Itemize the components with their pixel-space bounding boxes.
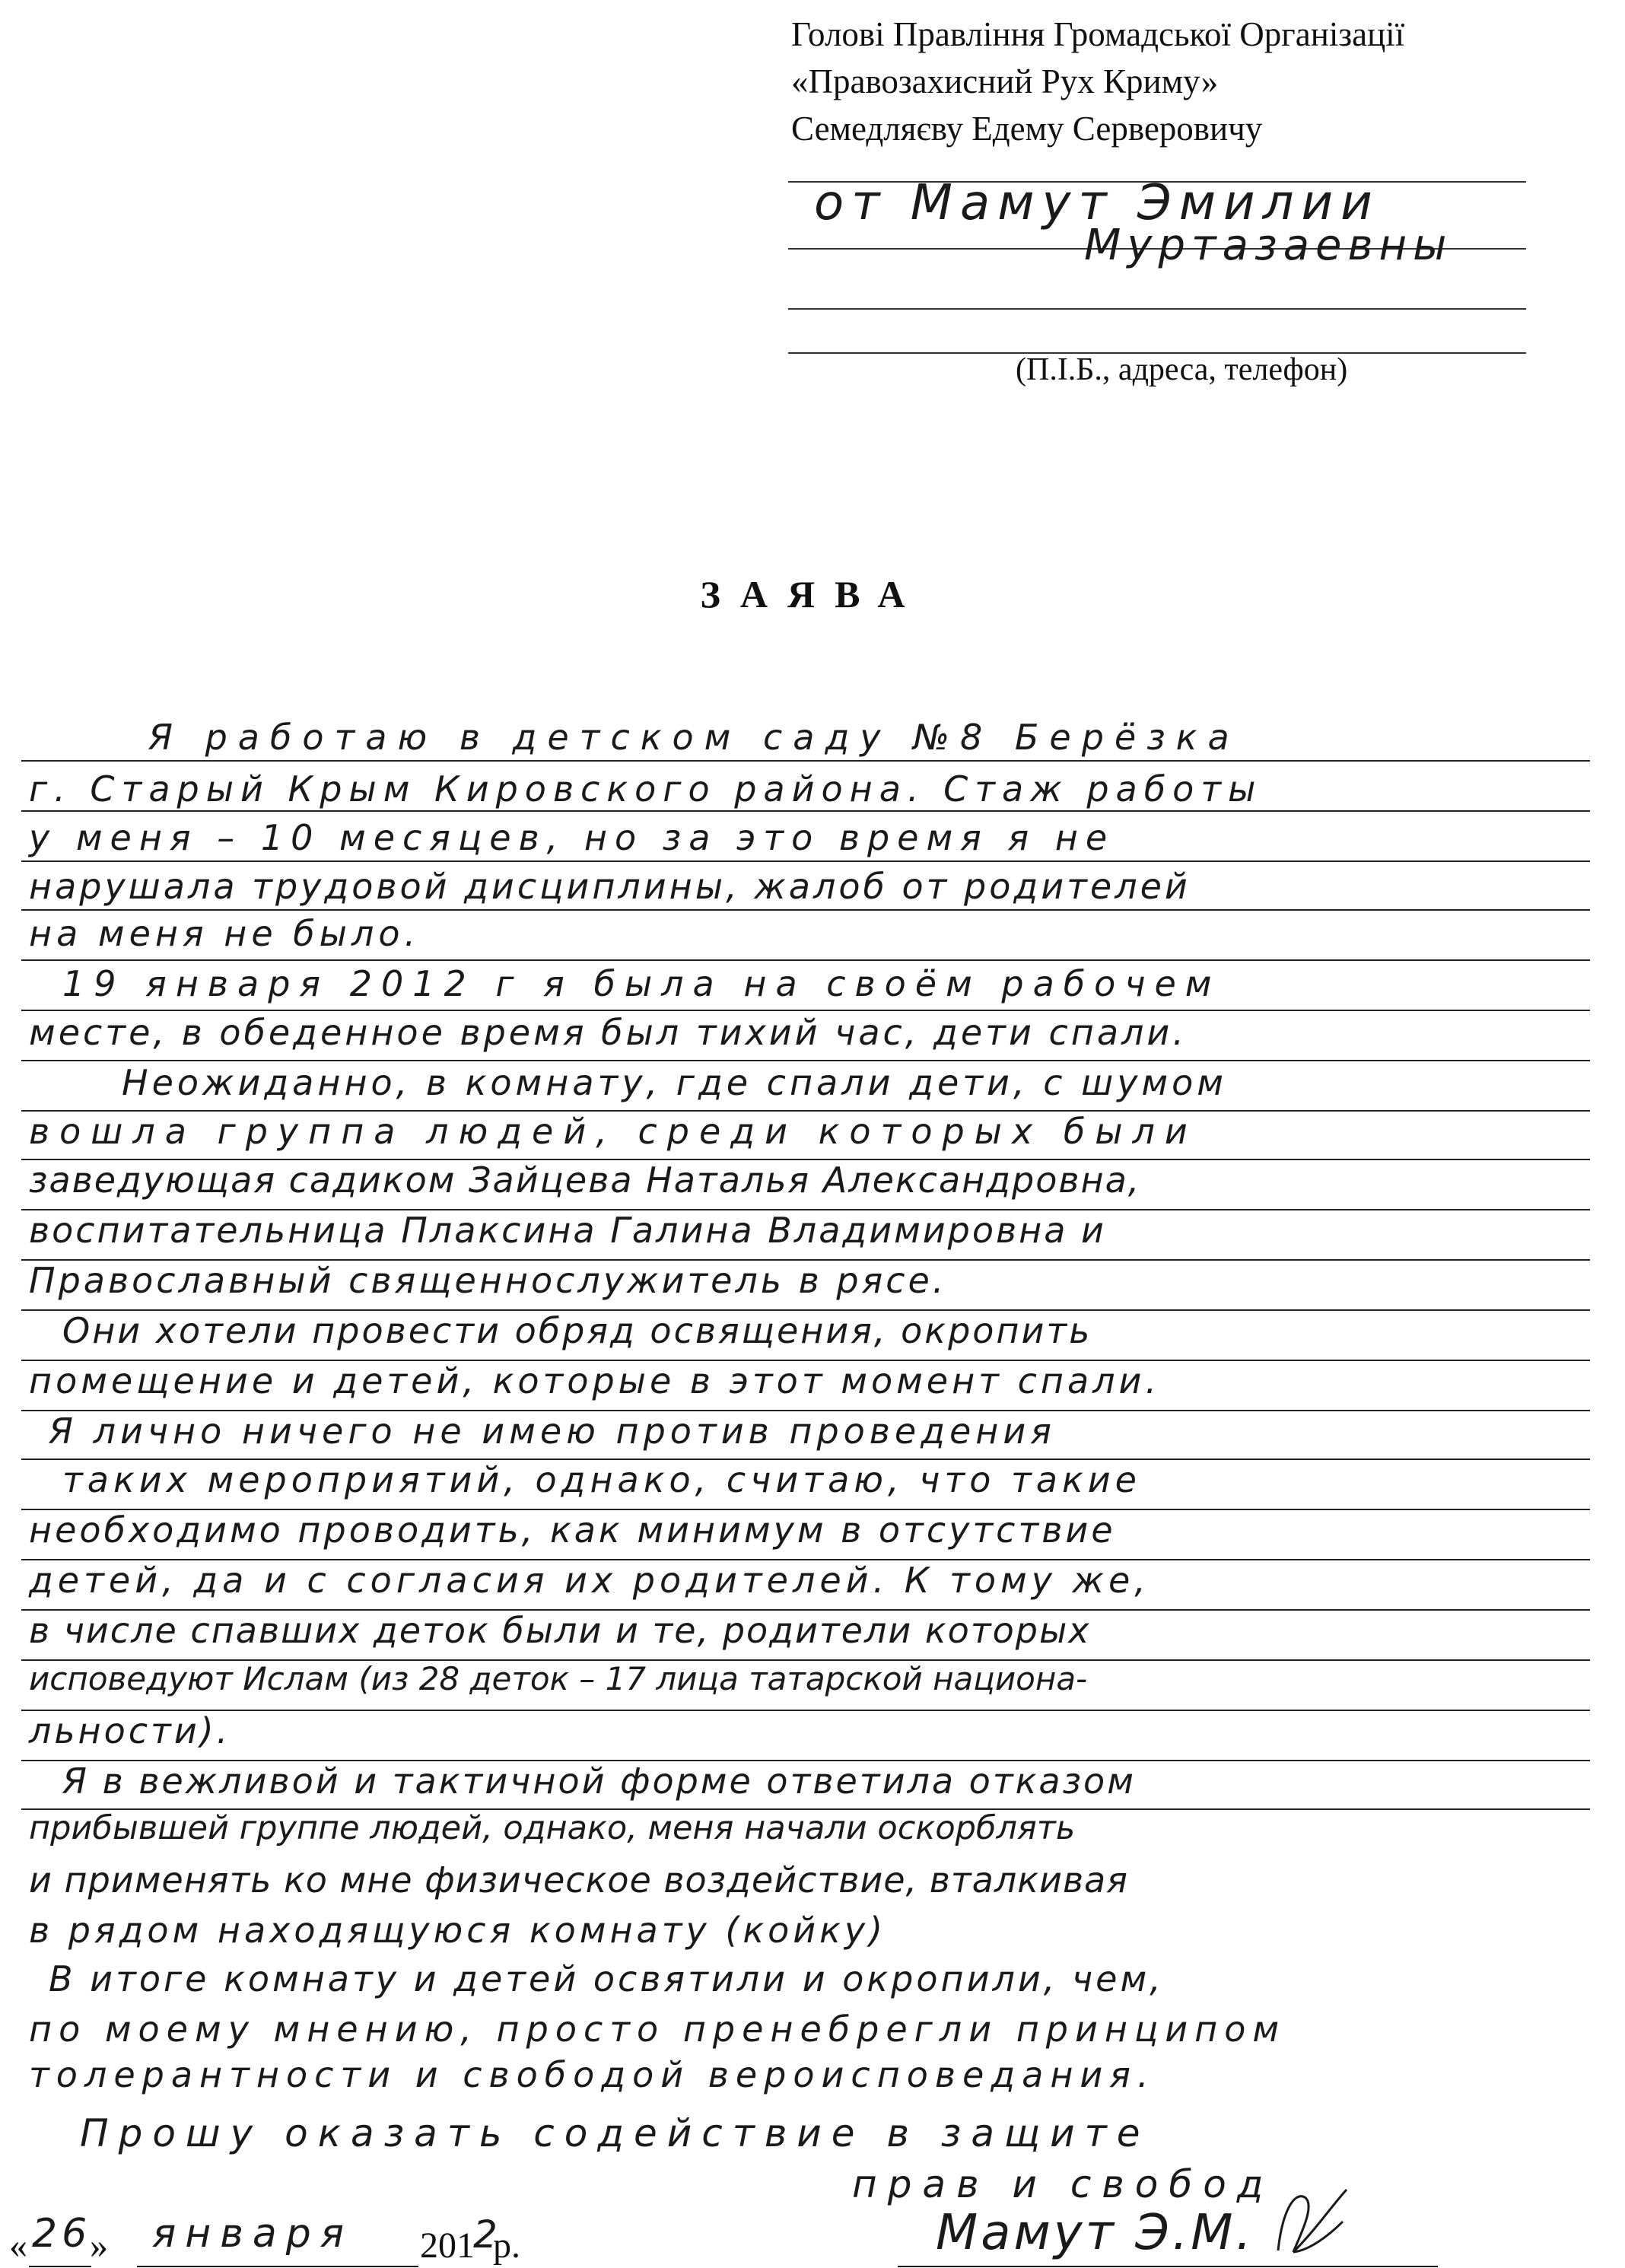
body-line: Православный священнослужитель в рясе. xyxy=(29,1260,947,1301)
body-line: Они хотели провести обряд освящения, окропить xyxy=(62,1310,1092,1351)
signature xyxy=(936,2184,1362,2267)
body-line: месте, в обеденное время был тихий час, дети спали. xyxy=(29,1012,1187,1053)
body-line: Я работаю в детском саду №8 Берёзка xyxy=(148,717,1240,758)
body-line: 19 января 2012 г я была на своём рабочем xyxy=(62,963,1221,1004)
recipient-line: «Правозахисний Рух Криму» xyxy=(791,62,1219,100)
closing-request: Прошу оказать содействие в защите xyxy=(80,2111,1150,2155)
body-line: вошла группа людей, среди которых были xyxy=(29,1111,1197,1152)
body-line: В итоге комнату и детей освятили и окропили, чем, xyxy=(49,1958,1164,1999)
date-underline xyxy=(137,2266,418,2267)
ruled-line xyxy=(21,959,1590,961)
body-line: прибывшей группе людей, однако, меня начали оскорблять xyxy=(29,1809,1076,1847)
date-quote-close: » xyxy=(90,2225,108,2266)
body-line: помещение и детей, которые в этот момент спали. xyxy=(29,1360,1161,1401)
body-line: заведующая садиком Зайцева Наталья Александровна, xyxy=(29,1159,1141,1201)
body-line: Неожиданно, в комнату, где спали дети, с шумом xyxy=(122,1062,1227,1103)
applicant-caption: (П.І.Б., адреса, телефон) xyxy=(1016,352,1348,387)
recipient-block xyxy=(791,11,1404,152)
date-year-digit: 2 xyxy=(473,2212,498,2257)
body-line: Я в вежливой и тактичной форме ответила отказом xyxy=(62,1761,1136,1802)
signature-flourish xyxy=(1278,2190,1347,2252)
date-month: января xyxy=(152,2211,354,2257)
body-line: льности). xyxy=(29,1710,231,1751)
signature-text: Мамут Э.М. xyxy=(936,2205,1255,2261)
body-line: нарушала трудовой дисциплины, жалоб от родителей xyxy=(29,866,1191,907)
document-title: ЗАЯВА xyxy=(700,573,925,616)
body-line: детей, да и с согласия их родителей. К тому же, xyxy=(29,1560,1150,1601)
applicant-rule xyxy=(788,308,1526,310)
ruled-line xyxy=(21,860,1590,862)
ruled-line xyxy=(21,1060,1590,1061)
ruled-line xyxy=(21,810,1590,812)
ruled-line xyxy=(21,909,1590,911)
ruled-line xyxy=(21,760,1590,762)
recipient-line: Голові Правління Громадської Організації xyxy=(791,15,1405,53)
applicant-name: от Мамут Эмилии xyxy=(814,175,1380,231)
body-line: в рядом находящуюся комнату (койку) xyxy=(29,1910,887,1951)
body-line: в числе спавших деток были и те, родители которых xyxy=(29,1610,1091,1651)
body-line: толерантности и свободой вероисповедания. xyxy=(29,2054,1156,2095)
body-line: необходимо проводить, как минимум в отсутствие xyxy=(29,1509,1116,1551)
date-quote-open: « xyxy=(9,2225,27,2266)
date-unit: р. xyxy=(493,2225,520,2266)
body-line: по моему мнению, просто пренебрегли принципом xyxy=(29,2009,1286,2050)
body-line: г. Старый Крым Кировского района. Стаж работы xyxy=(29,768,1263,810)
recipient-line: Семедляєву Едему Серверовичу xyxy=(791,110,1263,148)
applicant-patronymic: Муртазаевны xyxy=(1084,221,1453,270)
body-line: на меня не было. xyxy=(29,913,421,954)
ruled-line xyxy=(21,1010,1590,1011)
date-day: 26 xyxy=(32,2211,92,2257)
closing-request: прав и свобод xyxy=(852,2162,1274,2206)
body-line: исповедуют Ислам (из 28 деток – 17 лица татарской национа- xyxy=(29,1660,1088,1697)
body-line: воспитательница Плаксина Галина Владимировна и xyxy=(29,1210,1106,1251)
body-line: и применять ко мне физическое воздействие, вталкивая xyxy=(29,1859,1128,1901)
date-year: 201 xyxy=(420,2225,475,2266)
ruled-line xyxy=(21,1710,1590,1711)
body-line: у меня – 10 месяцев, но за это время я не xyxy=(29,817,1115,858)
date-underline xyxy=(29,2266,91,2267)
body-line: Я лично ничего не имею против проведения xyxy=(49,1411,1056,1452)
body-line: таких мероприятий, однако, считаю, что такие xyxy=(62,1459,1141,1500)
